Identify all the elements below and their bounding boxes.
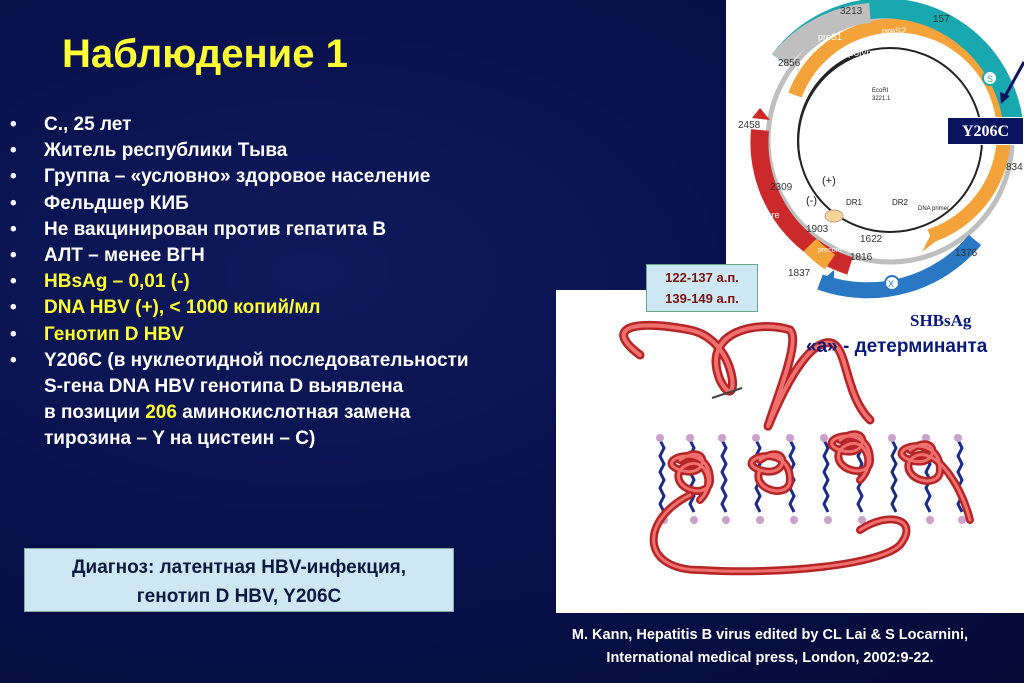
tick-834: 834 (1006, 162, 1023, 173)
mutation-line-4: тирозина – Y на цистеин – С) (44, 428, 316, 450)
tick-1816: 1816 (850, 252, 873, 263)
label-dna-primer: DNA primer (918, 206, 950, 212)
citation-line-2: International medical press, London, 2002:9-22. (606, 650, 934, 666)
tick-2458: 2458 (738, 120, 761, 131)
aa-range-2: 139-149 а.п. (665, 291, 739, 306)
diagnosis-line-2: генотип D HBV, Y206C (136, 586, 342, 607)
fact-item: • Группа – «условно» здоровое население (10, 164, 469, 190)
fact-item: • АЛТ – менее ВГН (10, 243, 469, 269)
citation (520, 624, 1020, 670)
tick-1903: 1903 (806, 224, 829, 235)
core-arrowhead (752, 108, 770, 120)
fact-item: • С., 25 лет (10, 112, 469, 138)
label-minus: (-) (806, 195, 817, 207)
tick-157: 157 (933, 14, 950, 25)
protein-diagram (624, 325, 970, 571)
y206c-tag: Y206C (947, 117, 1024, 145)
core-arc (759, 130, 850, 266)
citation-line-1: M. Kann, Hepatitis B virus edited by CL Lai & S Locarnini, (571, 627, 969, 643)
tick-2309: 2309 (770, 182, 793, 193)
shbsag-label: SHBsAg (910, 311, 972, 330)
tick-1622: 1622 (860, 234, 883, 245)
tick-1837: 1837 (788, 268, 811, 279)
aa-range-1: 122-137 а.п. (665, 270, 739, 285)
mutation-position: 206 (145, 402, 177, 424)
diagnosis-line-1: Диагноз: латентная HBV-инфекция, (71, 557, 406, 578)
gene-x: X (888, 279, 895, 289)
mutation-line-3-pre: в позиции (44, 402, 146, 424)
mutation-line-1: • Y206C (в нуклеотидной последовательности (44, 349, 469, 371)
determinant-label: «а» - детерминанта (806, 336, 988, 357)
label-ecori-pos: 3221.1 (872, 96, 891, 102)
tick-3213: 3213 (840, 6, 863, 17)
label-precore: precore (818, 247, 842, 254)
label-dr2: DR2 (892, 198, 909, 207)
gene-pres2: preS2 (882, 26, 907, 36)
gene-pres1: preS1 (818, 32, 843, 42)
polymerase-arrowhead (922, 236, 940, 252)
tick-1376: 1376 (955, 248, 978, 259)
label-ecori: EcoRI (872, 88, 889, 94)
fact-item-dna: • DNA HBV (+), < 1000 копий/мл (10, 295, 469, 321)
genome-map (738, 6, 1024, 294)
fact-item-hbsag: • HBsAg – 0,01 (-) (10, 269, 469, 295)
amino-acid-range-box (646, 264, 758, 312)
fact-item: • Не вакцинирован против гепатита В (10, 217, 469, 243)
mutation-line-3-post: аминокислотная замена (176, 402, 411, 424)
page-title: Наблюдение 1 (62, 32, 348, 76)
label-dr1: DR1 (846, 198, 863, 207)
fact-item: • Житель республики Тыва (10, 138, 469, 164)
fact-item-genotype: • Генотип D HBV (10, 322, 469, 348)
label-plus: (+) (822, 175, 836, 187)
dna-primer-bubble (825, 210, 843, 222)
gene-core: core (762, 210, 780, 220)
gene-polymerase: polymerase (848, 48, 900, 59)
tick-2856: 2856 (778, 58, 801, 69)
mutation-line-2: S-гена DNA HBV генотипа D выявлена (44, 376, 404, 398)
fact-item: • Фельдшер КИБ (10, 191, 469, 217)
gene-s: S (987, 74, 994, 84)
